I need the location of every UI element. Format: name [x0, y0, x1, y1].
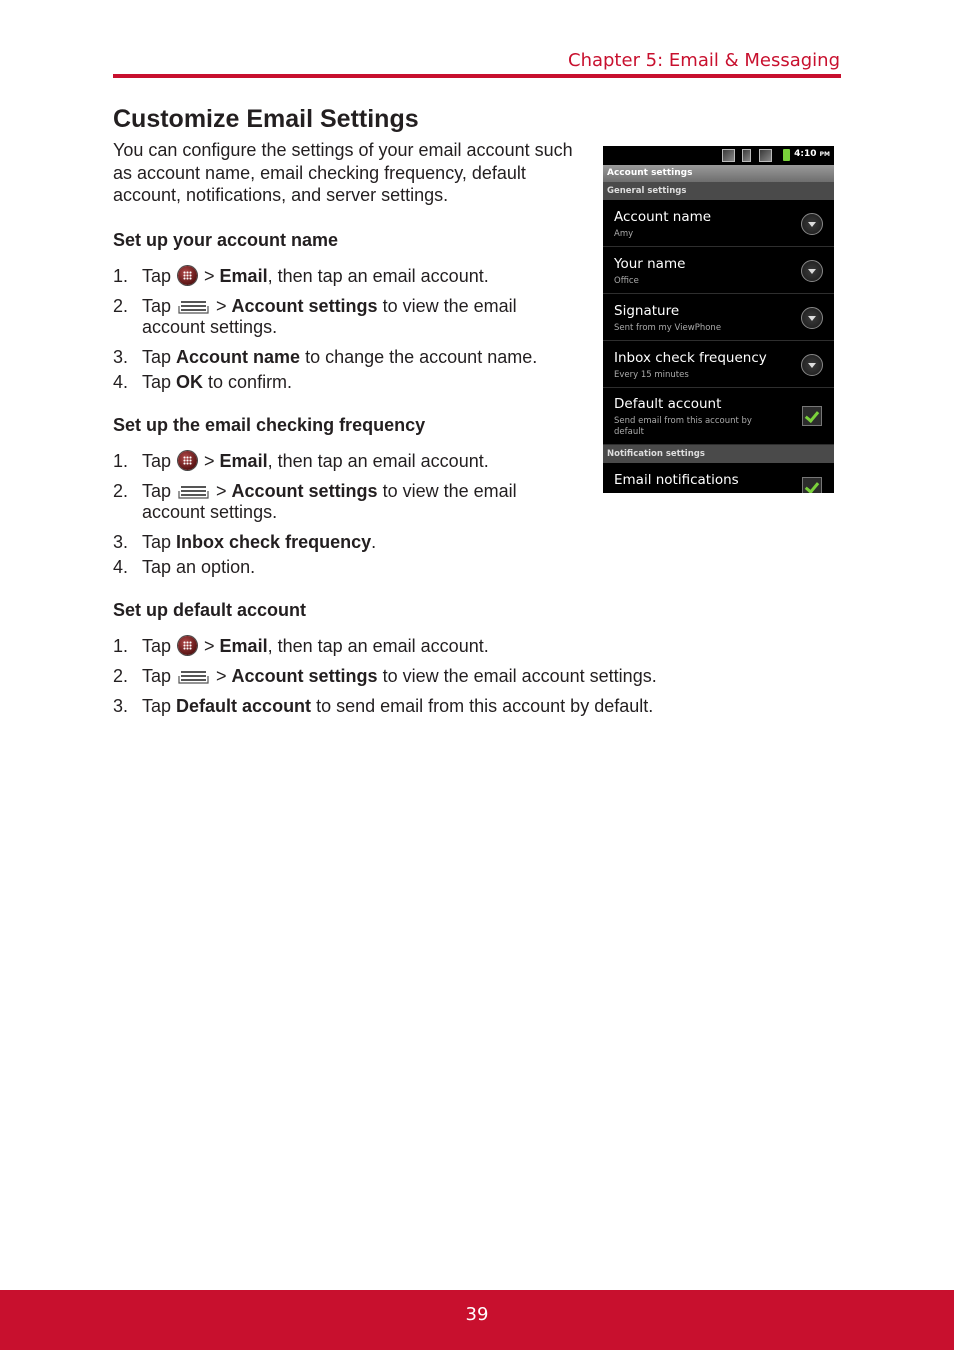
- setting-title: Inbox check frequency: [614, 350, 767, 366]
- step-action: Default account: [176, 696, 312, 716]
- header-rule: [113, 74, 841, 78]
- step-item: [113, 481, 573, 523]
- general-settings-header: General settings: [603, 182, 834, 200]
- step-separator: >: [211, 481, 232, 501]
- step-number: 2.: [113, 666, 129, 686]
- chevron-down-icon: [801, 213, 823, 235]
- step-item: [113, 532, 573, 553]
- step-text: Tap: [142, 666, 177, 686]
- step-number: 2.: [113, 296, 129, 316]
- step-item: [113, 296, 573, 338]
- step-action: Account settings: [231, 481, 378, 501]
- chevron-down-icon: [801, 354, 823, 376]
- step-number: 4.: [113, 372, 129, 392]
- chevron-down-icon: [801, 307, 823, 329]
- step-item: [113, 557, 573, 578]
- intro-paragraph: You can configure the settings of your email account such as account name, email checking frequency, default account, notifications, and server settings.: [113, 140, 573, 205]
- step-text: Tap: [142, 481, 177, 501]
- chevron-down-icon: [801, 260, 823, 282]
- step-item: [113, 372, 573, 393]
- step-separator: >: [211, 666, 232, 686]
- data-transfer-icon: [742, 149, 751, 162]
- step-text: Tap: [142, 372, 177, 392]
- setting-title: Default account: [614, 396, 722, 412]
- step-text: .: [371, 532, 377, 552]
- step-number: 3.: [113, 532, 129, 552]
- step-item: [113, 666, 733, 687]
- checkbox-checked-icon[interactable]: [802, 406, 822, 426]
- step-text: to confirm.: [203, 372, 293, 392]
- step-number: 3.: [113, 696, 129, 716]
- setting-row-email-notifications[interactable]: [603, 464, 834, 493]
- setting-title: Signature: [614, 303, 680, 319]
- checkbox-checked-icon[interactable]: [802, 477, 822, 493]
- step-number: 1.: [113, 451, 129, 471]
- section-heading-account-name: Set up your account name: [113, 230, 339, 250]
- step-text: Tap an option.: [142, 557, 256, 577]
- phone-screenshot: [603, 146, 834, 493]
- step-action: Email: [219, 266, 268, 286]
- setting-subtitle: Office: [614, 276, 639, 286]
- step-text: to change the account name.: [300, 347, 538, 367]
- step-text: , then tap an email account.: [267, 636, 489, 656]
- step-item: [113, 636, 733, 657]
- step-item: [113, 451, 573, 472]
- step-text: Tap: [142, 451, 177, 471]
- setting-row-account-name[interactable]: [603, 201, 834, 247]
- step-separator: >: [199, 266, 220, 286]
- apps-icon: [178, 451, 197, 470]
- steps-list-check-frequency: [113, 451, 573, 582]
- section-heading-default-account: Set up default account: [113, 600, 307, 620]
- section-heading-check-frequency: Set up the email checking frequency: [113, 415, 426, 435]
- step-text: Tap: [142, 266, 177, 286]
- step-action: Account settings: [231, 296, 378, 316]
- step-separator: >: [199, 451, 220, 471]
- step-number: 1.: [113, 636, 129, 656]
- step-number: 1.: [113, 266, 129, 286]
- step-action: Account name: [176, 347, 301, 367]
- setting-title: Your name: [614, 256, 686, 272]
- menu-icon: [178, 483, 209, 497]
- step-text: to view the email account settings.: [142, 481, 517, 522]
- setting-subtitle: Sent from my ViewPhone: [614, 323, 722, 333]
- step-action: Account settings: [231, 666, 378, 686]
- step-text: , then tap an email account.: [267, 451, 489, 471]
- steps-list-default-account: [113, 636, 733, 721]
- step-item: [113, 696, 733, 717]
- step-text: Tap: [142, 296, 177, 316]
- step-action: Email: [219, 451, 268, 471]
- setting-title: Account name: [614, 209, 712, 225]
- setting-row-your-name[interactable]: [603, 248, 834, 294]
- step-action: Email: [219, 636, 268, 656]
- step-text: to view the email account settings.: [142, 296, 517, 337]
- setting-row-signature[interactable]: [603, 295, 834, 341]
- apps-icon: [178, 266, 197, 285]
- steps-list-account-name: [113, 266, 573, 397]
- notification-settings-header: Notification settings: [603, 445, 834, 463]
- setting-subtitle: Send email from this account by default: [614, 416, 752, 437]
- step-text: to send email from this account by default.: [311, 696, 654, 716]
- setting-subtitle: Every 15 minutes: [614, 370, 689, 380]
- signal-icon: [759, 149, 772, 162]
- step-action: Inbox check frequency: [176, 532, 372, 552]
- status-clock: 4:10 PM: [794, 149, 830, 159]
- setting-row-default-account[interactable]: [603, 389, 834, 445]
- step-item: [113, 266, 573, 287]
- setting-subtitle: Amy: [614, 229, 634, 239]
- step-text: Tap: [142, 347, 177, 367]
- step-text: to view the email account settings.: [377, 666, 657, 686]
- setting-row-inbox-check-frequency[interactable]: [603, 342, 834, 388]
- step-text: Tap: [142, 696, 177, 716]
- step-number: 2.: [113, 481, 129, 501]
- signal-icon: [722, 149, 735, 162]
- step-text: , then tap an email account.: [267, 266, 489, 286]
- step-action: OK: [176, 372, 204, 392]
- page-title: Customize Email Settings: [113, 105, 419, 133]
- step-separator: >: [211, 296, 232, 316]
- page-number: 39: [465, 1304, 489, 1325]
- apps-icon: [178, 636, 197, 655]
- step-separator: >: [199, 636, 220, 656]
- status-bar: [603, 146, 834, 165]
- step-number: 4.: [113, 557, 129, 577]
- menu-icon: [178, 668, 209, 682]
- step-text: Tap: [142, 532, 177, 552]
- menu-icon: [178, 298, 209, 312]
- chapter-header: Chapter 5: Email & Messaging: [568, 50, 840, 71]
- step-text: Tap: [142, 636, 177, 656]
- step-item: [113, 347, 573, 368]
- screen-title: Account settings: [603, 165, 834, 182]
- battery-icon: [783, 149, 790, 161]
- step-number: 3.: [113, 347, 129, 367]
- setting-title: Email notifications: [614, 472, 739, 488]
